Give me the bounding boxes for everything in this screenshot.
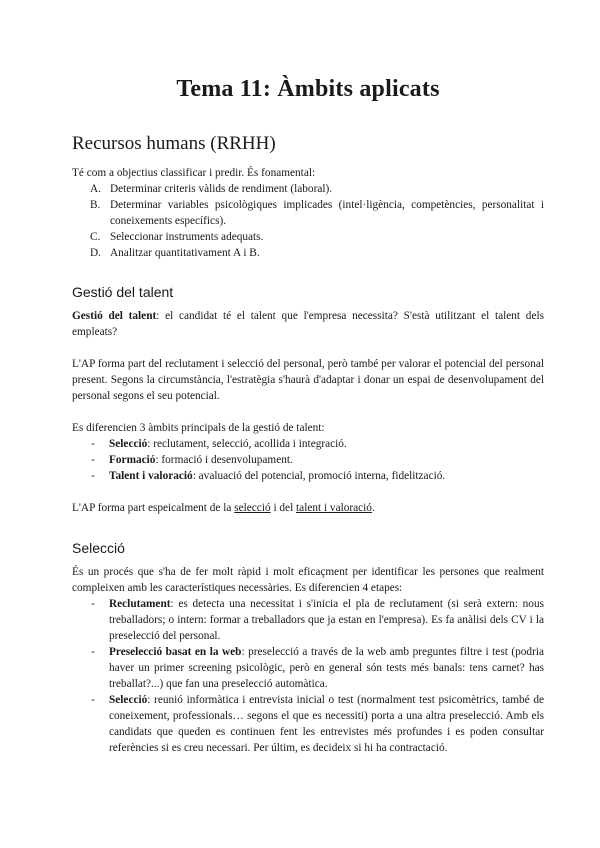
list-item <box>72 229 544 245</box>
paragraph-text: : el candidat té el talent que l'empresa necessita? S'està utilitzant el talent dels empleats? <box>72 310 544 338</box>
list-item <box>72 468 544 484</box>
list-item <box>72 436 544 452</box>
list-marker: C. <box>90 231 101 243</box>
list-item-text: : es detecta una necessitat i s'inicia el pla de reclutament (si serà extern: nous treballadors; o intern: formar a treballadors que ja estan en l'empresa). Es fa anàlisi dels CV i la preselecció del personal. <box>109 598 544 642</box>
list-item-text: : preselecció a través de la web amb preguntes filtre i test (podria haver un primer screening psicològic, però en general són tests més banals: tens carnet? has treballat?...) que fan una preselecció automàtica. <box>109 646 544 690</box>
underlined-term-talent: talent i valoració <box>296 502 372 514</box>
bold-term: Selecció <box>109 438 148 450</box>
list-item <box>72 692 544 756</box>
list-item <box>72 452 544 468</box>
bold-term: Gestió del talent <box>72 310 157 322</box>
talent-paragraph-4 <box>72 500 544 516</box>
page-title: Tema 11: Àmbits aplicats <box>176 76 440 102</box>
list-item-text: : reclutament, selecció, acollida i integració. <box>147 438 347 450</box>
bold-term: Formació <box>109 454 156 466</box>
paragraph-text: i del <box>270 502 297 514</box>
paragraph-text: . <box>371 502 375 514</box>
list-item-text: : avaluació del potencial, promoció interna, fidelització. <box>192 470 446 482</box>
intro-text: Té com a objectius classificar i predir. És fonamental: <box>72 167 316 179</box>
list-item-text: Determinar criteris vàlids de rendiment (laboral). <box>110 183 333 195</box>
list-item-text: : formació i desenvolupament. <box>155 454 293 466</box>
list-marker: D. <box>90 247 101 259</box>
bold-term: Selecció <box>109 694 148 706</box>
talent-paragraph-3: Es diferencien 3 àmbits principals de la gestió de talent: <box>72 422 325 434</box>
bold-term: Preselecció basat en la web <box>109 646 242 658</box>
bold-term: Reclutament <box>109 598 171 610</box>
section-heading-talent: Gestió del talent <box>72 284 174 300</box>
list-marker: B. <box>90 199 101 211</box>
underlined-term-seleccio: selecció <box>234 502 271 514</box>
list-marker: A. <box>90 183 101 195</box>
objectives-list <box>72 181 544 261</box>
list-item <box>72 181 544 197</box>
list-item <box>72 596 544 644</box>
list-item-text: Analitzar quantitativament A i B. <box>110 247 260 259</box>
list-item <box>72 644 544 692</box>
list-item-text: Determinar variables psicològiques implicades (intel·ligència, competències, personalitat i coneixements específics). <box>110 199 544 227</box>
paragraph-text: L'AP forma part espeicalment de la <box>72 502 235 514</box>
section-heading-rrhh: Recursos humans (RRHH) <box>72 133 276 154</box>
talent-paragraph-2: L'AP forma part del reclutament i selecció del personal, però també per valorar el potencial del personal present. Segons la circumstància, l'estratègia s'haurà d'adaptar i donar un espai de desenvolupament del personal segons el seu potencial. <box>72 358 544 402</box>
talent-list <box>72 436 544 484</box>
seleccio-list <box>72 596 544 756</box>
list-item <box>72 197 544 229</box>
list-item <box>72 245 544 261</box>
bold-term: Talent i valoració <box>109 470 193 482</box>
talent-paragraph-1 <box>72 308 544 340</box>
section-heading-seleccio: Selecció <box>72 540 125 556</box>
list-item-text: : reunió informàtica i entrevista inicial o test (normalment test psicomètrics, també de coneixement, professionals… segons el que es necessiti) porta a una altra preselecció. Amb els candidats que queden es continuen fent les entrevistes més profundes i es poden consultar referències si es creu necessari. Per últim, es decideix si hi ha contractació. <box>109 694 544 754</box>
list-item-text: Seleccionar instruments adequats. <box>110 231 264 243</box>
seleccio-paragraph-1: És un procés que s'ha de fer molt ràpid i molt eficaçment per identificar les persones que realment compleixen amb les característiques necessàries. Es diferencien 4 etapes: <box>72 566 544 594</box>
